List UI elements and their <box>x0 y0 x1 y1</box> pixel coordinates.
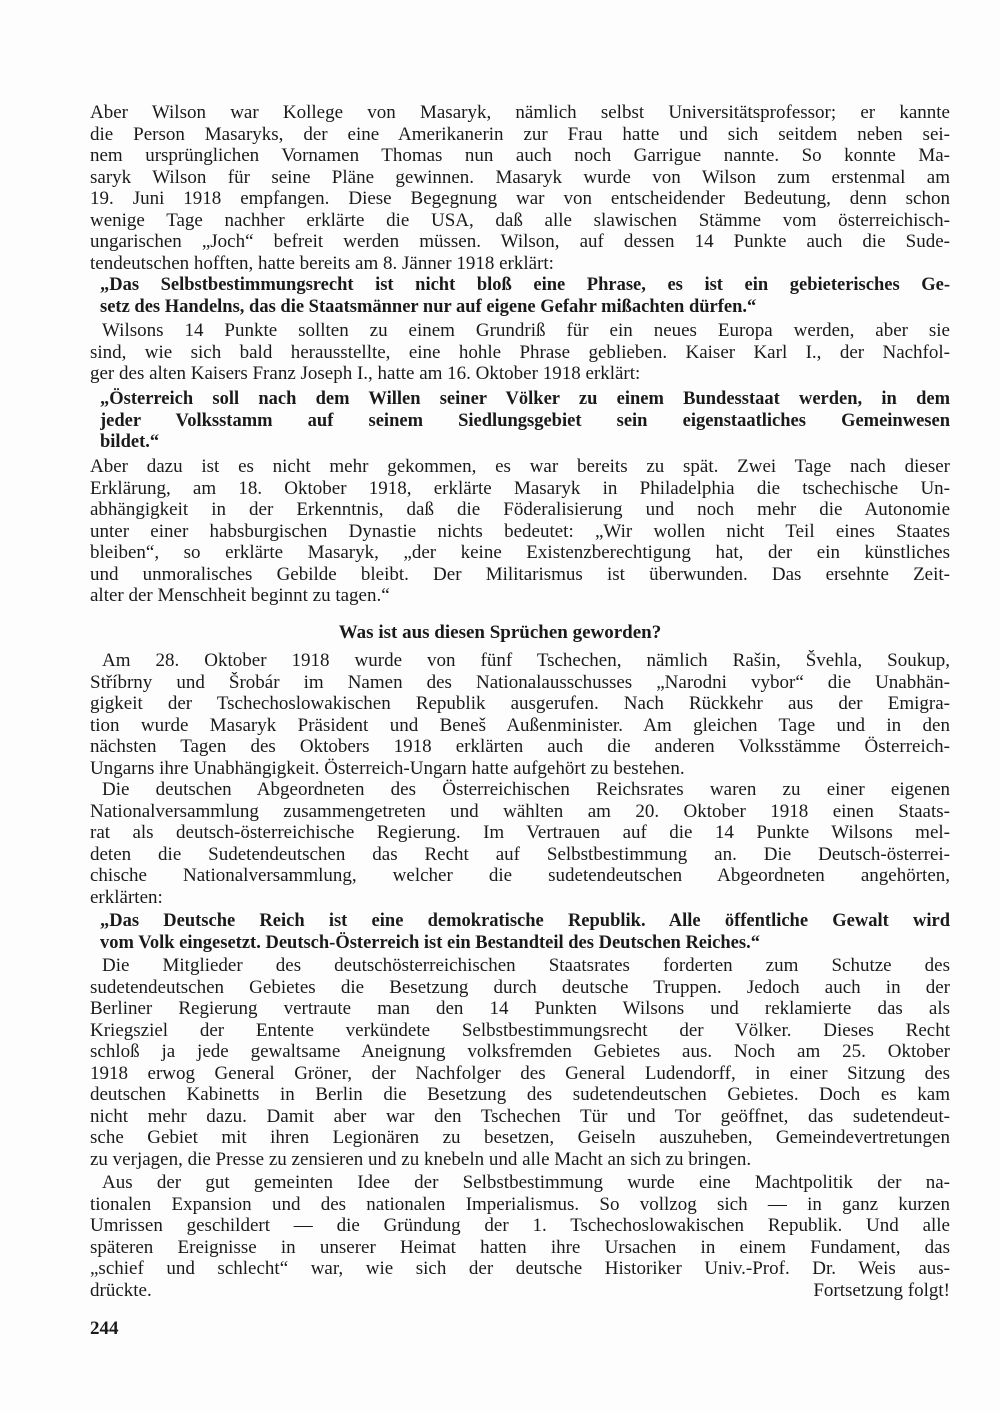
text-line: zu verjagen, die Presse zu zensieren und zu knebeln und alle Macht an sich zu bringen. <box>90 1148 752 1170</box>
text-line: deten die Sudetendeutschen das Recht auf Selbstbestimmung an. Die Deutsch-österrei- <box>90 843 950 865</box>
text-line: tionalen Expansion und des nationalen Imperialismus. So vollzog sich — in ganz kurzen <box>90 1193 950 1215</box>
quote-line: vom Volk eingesetzt. Deutsch-Österreich ist ein Bestandteil des Deutschen Reiches.“ <box>100 932 760 953</box>
text-line: ger des alten Kaisers Franz Joseph I., hatte am 16. Oktober 1918 erklärt: <box>90 363 641 384</box>
text-line: deutschen Kabinetts in Berlin die Besetzung des sudetendeutschen Gebietes. Doch es kam <box>90 1084 950 1105</box>
quote-line: „Das Deutsche Reich ist eine demokratische Republik. Alle öffentliche Gewalt wird <box>100 911 950 931</box>
quote-line: „Das Selbstbestimmungsrecht ist nicht bloß eine Phrase, es ist ein gebieterisches Ge- <box>100 275 950 295</box>
text-line: Aus der gut gemeinten Idee der Selbstbestimmung wurde eine Machtpolitik der na- <box>102 1172 950 1193</box>
text-line: Am 28. Oktober 1918 wurde von fünf Tschechen, nämlich Rašin, Švehla, Soukup, <box>102 650 950 671</box>
text-line: Erklärung, am 18. Oktober 1918, erklärte Masaryk in Philadelphia die tschechische Un- <box>90 477 950 499</box>
continuation-note: Fortsetzung folgt! <box>813 1280 950 1301</box>
text-line: Ungarns ihre Unabhängigkeit. Österreich-Ungarn hatte aufgehört zu bestehen. <box>90 757 685 779</box>
text-line: unter einer habsburgischen Dynastie nichts bedeutet: „Wir wollen nicht Teil eines Staates <box>90 520 950 542</box>
text-line: rat als deutsch-österreichische Regierung. Im Vertrauen auf die 14 Punkte Wilsons mel- <box>90 822 950 843</box>
text-line: bleiben“, so erklärte Masaryk, „der keine Existenzberechtigung hat, der ein künstliches <box>90 542 950 563</box>
text-line: abhängigkeit in der Erkenntnis, daß die Föderalisierung und noch mehr die Autonomie <box>90 499 950 520</box>
text-line: Die Mitglieder des deutschösterreichischen Staatsrates forderten zum Schutze des <box>102 955 950 976</box>
text-line: sudetendeutschen Gebietes die Besetzung durch deutsche Truppen. Jedoch auch in der <box>90 976 950 998</box>
text-line: „schief und schlecht“ war, wie sich der deutsche Historiker Univ.-Prof. Dr. Weis aus- <box>90 1258 950 1279</box>
text-line: wenige Tage nachher erklärte die USA, daß alle slawischen Stämme vom österreichisch- <box>90 209 950 231</box>
text-line: Nationalversammlung zusammengetreten und wählten am 20. Oktober 1918 einen Staats- <box>90 800 950 822</box>
text-line: Stříbrny und Šrobár im Namen des Nationalausschusses „Narodni vybor“ die Unabhän- <box>90 671 950 693</box>
text-line: die Person Masaryks, der eine Amerikanerin zur Frau hatte und sich seitdem neben sei- <box>90 123 950 145</box>
text-line: erklärten: <box>90 886 163 908</box>
text-line: Umrissen geschildert — die Gründung der 1. Tschechoslowakischen Republik. Und alle <box>90 1215 950 1236</box>
text-line: gigkeit der Tschechoslowakischen Republik ausgerufen. Nach Rückkehr aus der Emigra- <box>90 693 950 714</box>
text-line: Wilsons 14 Punkte sollten zu einem Grundriß für ein neues Europa werden, aber sie <box>102 320 950 341</box>
quote-line: setz des Handelns, das die Staatsmänner nur auf eigene Gefahr mißachten dürfen.“ <box>100 296 757 317</box>
text-line: drückte. <box>90 1279 152 1301</box>
text-line: Kriegsziel der Entente verkündete Selbstbestimmungsrecht der Völker. Dieses Recht <box>90 1019 950 1041</box>
text-line: Aber Wilson war Kollege von Masaryk, nämlich selbst Universitätsprofessor; er kannte <box>90 102 950 123</box>
text-line: sche Gebiet mit ihren Legionären zu besetzen, Geiseln auszuheben, Gemeindevertretungen <box>90 1127 950 1148</box>
text-line: saryk Wilson für seine Pläne gewinnen. Masaryk wurde von Wilson zum erstenmal am <box>90 166 950 188</box>
quote-line: „Österreich soll nach dem Willen seiner Völker zu einem Bundesstaat werden, in dem <box>100 389 950 409</box>
text-line: Aber dazu ist es nicht mehr gekommen, es war bereits zu spät. Zwei Tage nach dieser <box>90 456 950 477</box>
text-line: alter der Menschheit beginnt zu tagen.“ <box>90 585 390 606</box>
quote-line: jeder Volksstamm auf seinem Siedlungsgebiet sein eigenstaatliches Gemeinwesen <box>100 410 950 431</box>
quote-line: bildet.“ <box>100 432 160 452</box>
text-line: späteren Ereignisse in unserer Heimat hatten ihre Ursachen in einem Fundament, das <box>90 1236 950 1258</box>
text-line: nächsten Tagen des Oktobers 1918 erklärten auch die anderen Volksstämme Österreich- <box>90 736 950 757</box>
text-line: tion wurde Masaryk Präsident und Beneš Außenminister. Am gleichen Tage und in den <box>90 714 950 736</box>
page-number: 244 <box>90 1318 119 1339</box>
text-line: nicht mehr dazu. Damit aber war den Tschechen Tür und Tor geöffnet, das sudetendeut- <box>90 1105 950 1127</box>
text-line: 1918 erwog General Gröner, der Nachfolger des General Ludendorff, in einer Sitzung des <box>90 1062 950 1084</box>
text-line: schloß ja jede gewaltsame Aneignung volksfremden Gebietes aus. Noch am 25. Oktober <box>90 1041 950 1062</box>
text-line: Berliner Regierung vertraute man den 14 Punkten Wilsons und reklamierte das als <box>90 998 950 1019</box>
text-line: chische Nationalversammlung, welcher die sudetendeutschen Abgeordneten angehörten, <box>90 865 950 886</box>
text-line: 19. Juni 1918 empfangen. Diese Begegnung war von entscheidender Bedeutung, denn schon <box>90 188 950 209</box>
section-heading: Was ist aus diesen Sprüchen geworden? <box>338 622 662 643</box>
text-line: sind, wie sich bald herausstellte, eine hohle Phrase geblieben. Kaiser Karl I., der Nachfol- <box>90 341 950 363</box>
text-line: nem ursprünglichen Vornamen Thomas nun auch noch Garrigue nannte. So konnte Ma- <box>90 145 950 166</box>
text-line: Die deutschen Abgeordneten des Österreichischen Reichsrates waren zu einer eigenen <box>102 779 950 800</box>
text-line: ungarischen „Joch“ befreit werden müssen. Wilson, auf dessen 14 Punkte auch die Sude- <box>90 231 950 252</box>
text-line: und unmoralisches Gebilde bleibt. Der Militarismus ist überwunden. Das ersehnte Zeit- <box>90 563 950 585</box>
text-line: tendeutschen hofften, hatte bereits am 8. Jänner 1918 erklärt: <box>90 252 554 274</box>
